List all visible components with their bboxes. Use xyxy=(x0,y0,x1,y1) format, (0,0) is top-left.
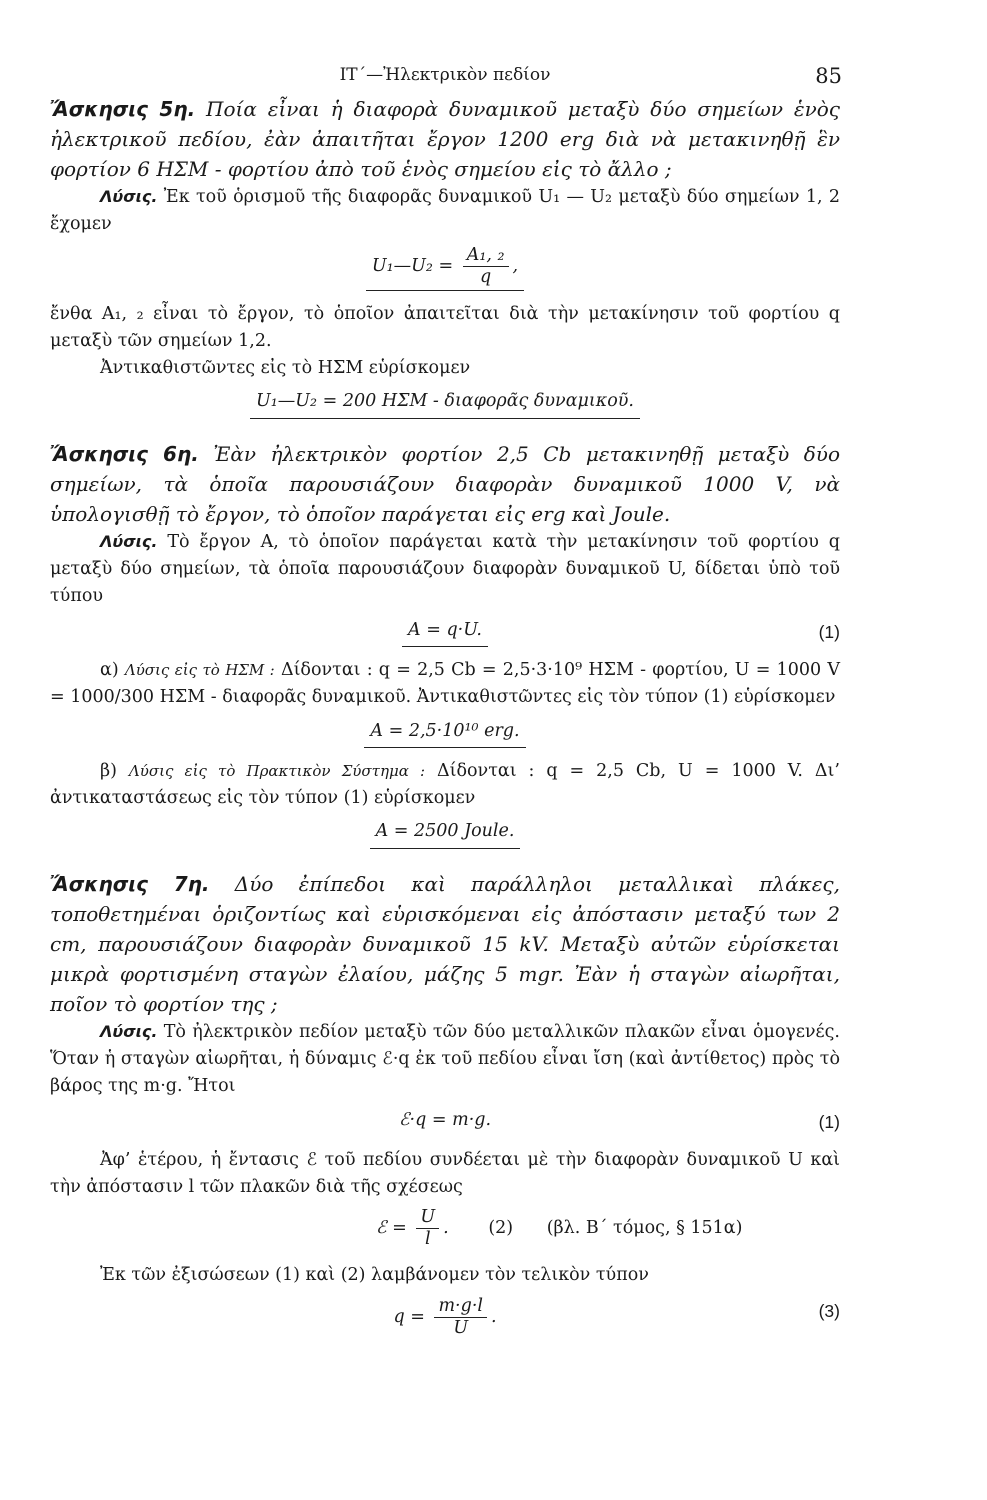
equation-number: (1) xyxy=(818,1111,840,1132)
chapter-title: ΙΤ΄—Ἠλεκτρικὸν πεδίον xyxy=(339,65,551,85)
exercise-6-part-b: β) Λύσις εἰς τὸ Πρακτικὸν Σύστημα : Δίδονται : q = 2,5 Cb, U = 1000 V. Δι’ ἀντικαταστάσεως εἰς τὸν τύπον (1) εὑρίσκομεν xyxy=(50,760,840,809)
exercise-7-formula-2: ℰ = $\frac{U}{l}$ . (2) (βλ. Β΄ τόμος, § 151α) xyxy=(376,1207,743,1250)
volume-reference: (βλ. Β΄ τόμος, § 151α) xyxy=(546,1218,743,1239)
exercise-7-text: Δύο ἐπίπεδοι καὶ παράλληλοι μεταλλικαὶ πλάκες, τοποθετημέναι ὁριζοντίως καὶ εὑρισκόμεναι εἰς ἀπόστασιν μεταξύ των 2 cm, παρουσιάζουν διαφορὰν δυναμικοῦ 15 kV. Μεταξὺ αὐτῶν εὑρίσκεται μικρὰ φορτισμένη σταγὼν ἐλαίου, μάζης 5 mgr. Ἐὰν ἡ σταγὼν αἰωρῆται, ποῖον τὸ φορτίον της ; xyxy=(50,871,840,1016)
exercise-6-label: Ἄσκησις 6η. xyxy=(50,441,199,466)
exercise-6-statement xyxy=(50,439,840,529)
exercise-5-solution-intro: Λύσις. Ἐκ τοῦ ὁρισμοῦ τῆς διαφορᾶς δυναμικοῦ U₁ — U₂ μεταξὺ δύο σημείων 1, 2 ἔχομεν xyxy=(50,187,840,235)
exercise-6-text: Ἐὰν ἠλεκτρικὸν φορτίον 2,5 Cb μετακινηθῇ μεταξὺ δύο σημείων, τὰ ὁποῖα παρουσιάζουν διαφορὰν δυναμικοῦ 1000 V, νὰ ὑπολογισθῇ τὸ ἔργον, τὸ ὁποῖον παράγεται εἰς erg καὶ Joule. xyxy=(50,441,841,526)
exercise-6-formula-3: A = 2500 Joule. xyxy=(50,818,840,848)
solution-label: Λύσις. xyxy=(100,1021,158,1041)
exercise-5-formula-1: U₁—U₂ = $\frac{\text{A₁, ₂}}{q}$ , xyxy=(50,245,840,291)
solution-label: Λύσις. xyxy=(100,531,158,551)
exercise-5-label: Ἄσκησις 5η. xyxy=(50,97,196,121)
exercise-6-formula-1: A = q·U. (1) xyxy=(50,617,840,647)
exercise-7-formula-3: q = $\frac{m\cdot g\cdot l}{U}$ . (3) xyxy=(393,1295,840,1338)
exercise-6-solution-intro: Λύσις. Τὸ ἔργον A, τὸ ὁποῖον παράγεται κατὰ τὴν μετακίνησιν τοῦ φορτίου q μεταξὺ δύο σημείων, τὰ ὁποῖα παρουσιάζουν διαφορὰν δυναμικοῦ U, δίδεται ὑπὸ τοῦ τύπου xyxy=(50,531,840,607)
running-header xyxy=(50,60,840,94)
exercise-5-result: U₁—U₂ = 200 ΗΣΜ - διαφορᾶς δυναμικοῦ. xyxy=(50,388,840,418)
equation-number: (3) xyxy=(818,1300,840,1321)
exercise-7-statement xyxy=(50,869,840,1019)
page-number: 85 xyxy=(815,64,842,88)
exercise-5-text: Ποία εἶναι ἡ διαφορὰ δυναμικοῦ μεταξὺ δύο σημείων ἑνὸς ἠλεκτρικοῦ πεδίου, ἐὰν ἀπαιτῆται ἔργον 1200 erg διὰ νὰ μετακινηθῇ ἓν φορτίον 6 ΗΣΜ - φορτίου ἀπὸ τοῦ ἑνὸς σημείου εἰς τὸ ἄλλο ; xyxy=(50,97,840,181)
exercise-5-where: ἔνθα A₁, ₂ εἶναι τὸ ἔργον, τὸ ὁποῖον ἀπαιτεῖται διὰ τὴν μετακίνησιν τοῦ φορτίου q μεταξὺ τῶν σημείων 1,2. xyxy=(50,303,840,351)
exercise-7-solution-intro: Λύσις. Τὸ ἠλεκτρικὸν πεδίον μεταξὺ τῶν δύο μεταλλικῶν πλακῶν εἶναι ὁμογενές. Ὅταν ἡ σταγὼν αἰωρῆται, ἡ δύναμις ℰ·q ἐκ τοῦ πεδίου εἶναι ἴση (καὶ ἀντίθετος) πρὸς τὸ βάρος της m·g. Ἤτοι xyxy=(50,1021,840,1097)
exercise-7-para-2: Ἀφ’ ἑτέρου, ἡ ἔντασις ℰ τοῦ πεδίου συνδέεται μὲ τὴν διαφορὰν δυναμικοῦ U καὶ τὴν ἀπόστασιν l τῶν πλακῶν διὰ τῆς σχέσεως xyxy=(50,1149,840,1197)
exercise-7-para-3: Ἐκ τῶν ἐξισώσεων (1) καὶ (2) λαμβάνομεν τὸν τελικὸν τύπον xyxy=(100,1265,649,1286)
equation-number: (1) xyxy=(818,621,840,642)
exercise-7-formula-1: ℰ·q = m·g. (1) xyxy=(50,1107,840,1137)
solution-label: Λύσις. xyxy=(100,187,158,206)
exercise-6-part-a: α) Λύσις εἰς τὸ ΗΣΜ : Δίδονται : q = 2,5 Cb = 2,5·3·10⁹ ΗΣΜ - φορτίου, U = 1000 V = 1000/300 ΗΣΜ - διαφορᾶς δυναμικοῦ. Ἀντικαθιστῶντες εἰς τὸν τύπον (1) εὑρίσκομεν xyxy=(50,659,840,708)
exercise-5-substitute: Ἀντικαθιστῶντες εἰς τὸ ΗΣΜ εὑρίσκομεν xyxy=(100,358,471,379)
equation-number: (2) xyxy=(488,1218,514,1239)
exercise-5-statement xyxy=(50,94,840,184)
exercise-6-formula-2: A = 2,5·10¹⁰ erg. xyxy=(50,718,840,748)
page xyxy=(50,60,840,1351)
exercise-7-label: Ἄσκησις 7η. xyxy=(50,871,210,896)
